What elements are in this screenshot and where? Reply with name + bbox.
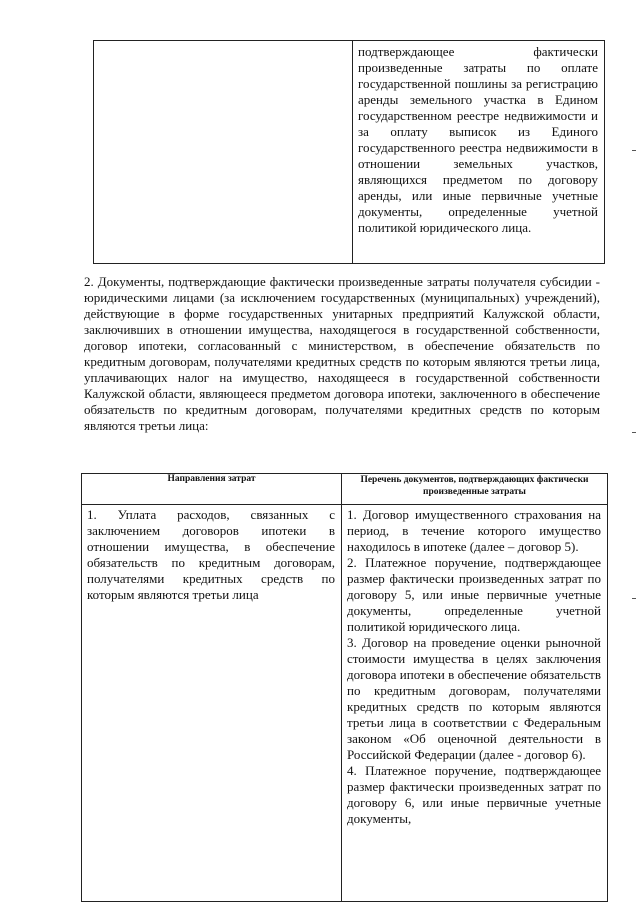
header-documents-list: Перечень документов, подтверждающих фактически произведенные затраты	[342, 474, 608, 505]
paragraph-text: Документы, подтверждающие фактически произведенные затраты получателя субсидии - юридическими лицами (за исключением государственных (муниципальных) учреждений), действующие в форме государственных унитарных предприятий Калужской области, заключивших в отношении имущества, находящегося в государственной собственности, договор ипотеки, согласованный с министерством, в обеспечение обязательств по кредитным договорам, получателями кредитных средств по которым являются третьи лица, уплачивающих налог на имущество, находящееся в государственной собственности Калужской области, являющееся предметом договора ипотеки, заключенного в обеспечение обязательств по кредитным договорам, получателями кредитных средств по которым являются третьи лица:	[84, 274, 601, 433]
header-cost-directions: Направления затрат	[82, 474, 342, 505]
continuation-cell	[353, 41, 605, 264]
paragraph-number: 2.	[84, 274, 94, 289]
table-cell-direction	[82, 505, 342, 902]
continuation-table	[93, 40, 605, 264]
table-header-row	[82, 474, 608, 505]
continuation-empty-cell	[94, 41, 353, 264]
table-row	[82, 505, 608, 902]
scan-edge-mark	[632, 432, 636, 433]
document-item-4: 4. Платежное поручение, подтверждающее размер фактически произведенных затрат по договору 6, или иные первичные учетные документы,	[347, 763, 601, 826]
document-item-1: 1. Договор имущественного страхования на период, в течение которого имущество находилось в ипотеке (далее – договор 5).	[347, 507, 601, 554]
document-item-2: 2. Платежное поручение, подтверждающее размер фактически произведенных затрат по договору 5, или иные первичные учетные документы, определенные учетной политикой юридического лица.	[347, 555, 601, 634]
table-cell-documents	[342, 505, 608, 902]
documents-list	[342, 505, 607, 901]
direction-text: 1. Уплата расходов, связанных с заключением договоров ипотеки в отношении имущества, в обеспечение обязательств по кредитным договорам, получателями кредитных средств по которым являются третьи лица	[87, 507, 335, 602]
scan-edge-mark	[632, 598, 636, 599]
scan-edge-mark	[632, 150, 636, 151]
document-item-3: 3. Договор на проведение оценки рыночной стоимости имущества в целях заключения договора ипотеки в обеспечение обязательств по кредитным договорам, получателями кредитных средств по которым являются третьи лица в соответствии с Федеральным законом «Об оценочной деятельности в Российской Федерации (далее - договор 6).	[347, 635, 601, 762]
section-paragraph-2	[84, 274, 600, 434]
continuation-cell-text: подтверждающее фактически произведенные затраты по оплате государственной пошлины за регистрацию аренды земельного участка в Едином государственном реестре недвижимости и за оплату выписок из Единого государственного реестра недвижимости в отношении земельных участков, являющихся предметом по договору аренды, или иные первичные учетные документы, определенные учетной политикой юридического лица.	[358, 44, 598, 235]
costs-table	[81, 473, 608, 902]
